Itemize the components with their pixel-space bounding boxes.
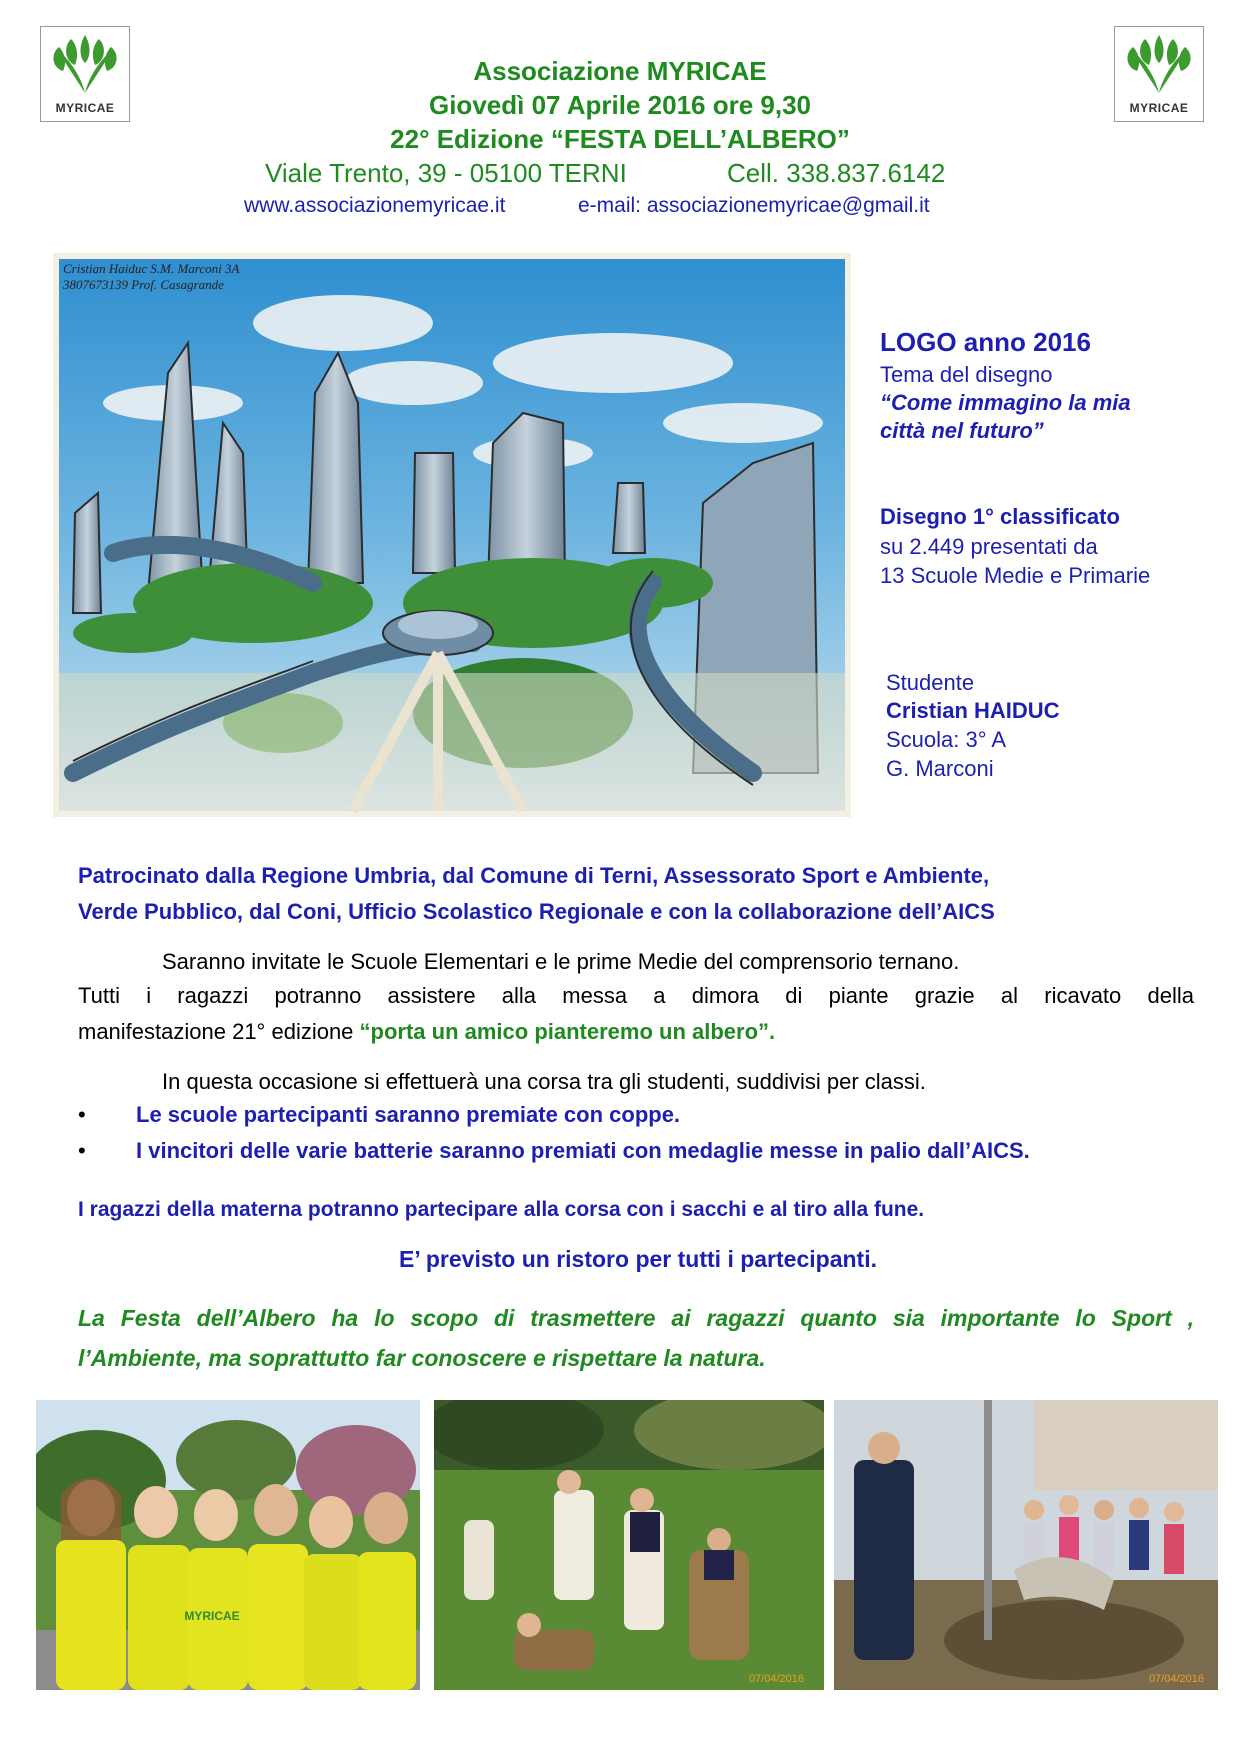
patronage-line1: Patrocinato dalla Regione Umbria, dal Comune di Terni, Assessorato Sport e Ambiente, (78, 863, 990, 888)
award-line2: 13 Scuole Medie e Primarie (880, 563, 1151, 588)
bullet-text: I vincitori delle varie batterie saranno premiati con medaglie messe in palio dall’AICS. (136, 1138, 1030, 1163)
student-name: Cristian HAIDUC (886, 698, 1060, 723)
refreshment-text: E’ previsto un ristoro per tutti i partecipanti. (399, 1246, 877, 1272)
award-title: Disegno 1° classificato (880, 504, 1120, 529)
student-label: Studente (886, 670, 975, 695)
planting-line1: Tutti i ragazzi potranno assistere alla messa a dimora di piante grazie al ricavato della (78, 983, 1194, 1008)
photo-date-stamp: 07/04/2016 (1148, 1673, 1204, 1685)
photo-tree-planting (834, 1400, 1218, 1690)
award-line1: su 2.449 presentati da (880, 534, 1098, 559)
header-website[interactable]: www.associazionemyricae.it (244, 194, 506, 217)
header-phone: Cell. 338.837.6142 (727, 158, 946, 188)
bullet-text: Le scuole partecipanti saranno premiate con coppe. (136, 1102, 681, 1127)
race-text: In questa occasione si effettuerà una corsa tra gli studenti, suddivisi per classi. (162, 1069, 926, 1094)
logo-year-title: LOGO anno 2016 (880, 327, 1091, 357)
logo-left-label: MYRICAE (55, 101, 115, 115)
header-email[interactable]: e-mail: associazionemyricae@gmail.it (578, 194, 930, 217)
city-drawing-image (53, 253, 851, 817)
photo-sack-race (434, 1400, 824, 1690)
patronage-line2: Verde Pubblico, dal Coni, Ufficio Scolastico Regionale e con la collaborazione dell’AICS (78, 899, 995, 924)
planting-quote: “porta un amico pianteremo un albero”. (359, 1019, 776, 1044)
closing-line1: La Festa dell’Albero ha lo scopo di trasmettere ai ragazzi quanto sia importante lo Sport , (78, 1305, 1194, 1331)
school-class: Scuola: 3° A (886, 727, 1007, 752)
winning-drawing (53, 253, 851, 817)
header-date: Giovedì 07 Aprile 2016 ore 9,30 (428, 90, 811, 120)
bullet-icon: • (78, 1138, 86, 1163)
sack-race-photo-image (434, 1400, 824, 1690)
logo-right-label: MYRICAE (1129, 101, 1189, 115)
bullet-icon: • (78, 1102, 86, 1127)
photo-children-vests (36, 1400, 420, 1690)
theme-line1: “Come immagino la mia (880, 390, 1131, 415)
photo-date-stamp: 07/04/2016 (748, 1673, 804, 1685)
planting-line2-text: manifestazione 21° edizione (78, 1019, 360, 1044)
header-address: Viale Trento, 39 - 05100 TERNI (265, 158, 627, 188)
planting-line2 (78, 1014, 1194, 1050)
header-org: Associazione MYRICAE (473, 56, 767, 86)
drawing-signature-line1: Cristian Haiduc S.M. Marconi 3A (63, 261, 240, 276)
vest-label: MYRICAE (184, 1609, 240, 1623)
drawing-signature-line2: 3807673139 Prof. Casagrande (63, 277, 224, 292)
theme-line2: città nel futuro” (880, 418, 1044, 443)
header-edition: 22° Edizione “FESTA DELL’ALBERO” (390, 124, 850, 154)
kindergarten-text: I ragazzi della materna potranno partecipare alla corsa con i sacchi e al tiro alla fune. (78, 1198, 925, 1221)
invite-text: Saranno invitate le Scuole Elementari e le prime Medie del comprensorio ternano. (162, 949, 960, 974)
tree-planting-photo-image (834, 1400, 1218, 1690)
children-photo-image (36, 1400, 420, 1690)
school-name: G. Marconi (886, 756, 994, 781)
closing-line2: l’Ambiente, ma soprattutto far conoscere e rispettare la natura. (78, 1345, 766, 1371)
theme-label: Tema del disegno (880, 362, 1053, 387)
